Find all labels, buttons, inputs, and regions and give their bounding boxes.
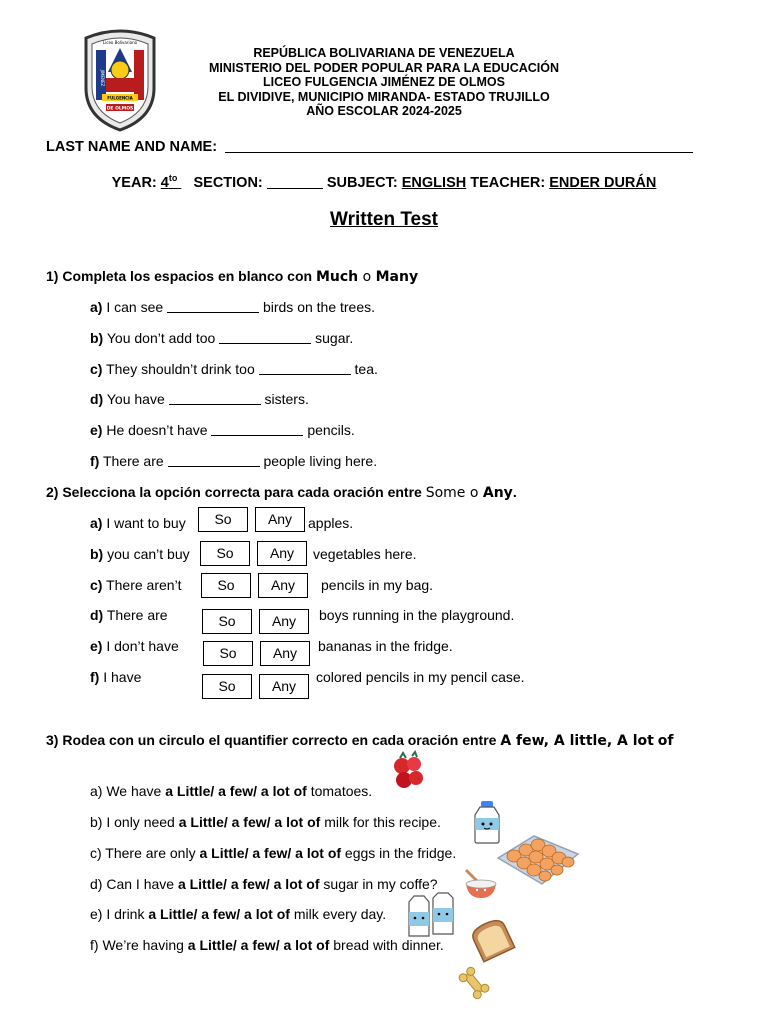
option-any-box[interactable]: Any [259,674,309,699]
option-any-box[interactable]: Any [255,507,305,532]
sugar-bowl-icon [462,866,500,902]
q3-item: c) There are only a Little/ a few/ a lot of eggs in the fridge. [90,845,457,861]
option-some-box[interactable]: So [202,609,252,634]
q2-item-text: d) There are [90,607,168,623]
q2-item-ending: bananas in the fridge. [318,638,453,654]
option-some-box[interactable]: So [201,573,251,598]
q3-item: b) I only need a Little/ a few/ a lot of milk for this recipe. [90,814,441,830]
q1-item: a) I can see birds on the trees. [90,299,376,315]
q2-item-ending: vegetables here. [313,546,417,562]
teacher-value: ENDER DURÁN [549,174,657,191]
subject-value: ENGLISH [401,174,467,191]
option-any-box[interactable]: Any [260,641,310,666]
school-crest-logo [80,28,160,132]
year-value: $4^{to}$ [160,173,178,191]
header-line: MINISTERIO DEL PODER POPULAR PARA LA EDUCACIÓN [208,60,560,75]
option-any-box[interactable]: Any [257,541,307,566]
q1-item: b) You don’t add too sugar. [90,330,354,346]
question-1-heading: 1) Completa los espacios en blanco con Much o Many [46,268,419,285]
q2-item-ending: pencils in my bag. [321,577,434,593]
svg-text:Liceo Bolivariano: Liceo Bolivariano [102,40,138,45]
option-some-box[interactable]: So [203,641,253,666]
name-blank[interactable] [225,138,693,153]
q2-item-text: a) I want to buy [90,515,186,531]
cookie-icon [458,966,490,1000]
answer-blank[interactable] [168,454,260,467]
bread-icon [470,918,516,964]
school-header [180,46,588,119]
header-line: REPÚBLICA BOLIVARIANA DE VENEZUELA [253,46,515,60]
quantifier-choices[interactable]: a Little/ a few/ a lot of [199,845,342,861]
question-3-heading: 3) Rodea con un circulo el quantifier correcto en cada oración entre A few, A little, A lot of [46,732,674,749]
q2-item-text: b) you can’t buy [90,546,190,562]
q3-item: f) We’re having a Little/ a few/ a lot of bread with dinner. [90,937,444,953]
quantifier-choices[interactable]: a Little/ a few/ a lot of [148,906,290,922]
year-label: YEAR: [111,174,157,191]
svg-text:JIMENEZ: JIMENEZ [100,69,105,87]
quantifier-choices[interactable]: a Little/ a few/ a lot of [165,783,307,799]
header-line: EL DIVIDIVE, MUNICIPIO MIRANDA- ESTADO TRUJILLO [218,89,550,104]
answer-blank[interactable] [169,392,261,405]
quantifier-choices[interactable]: a Little/ a few/ a lot of [177,876,320,892]
q1-item: d) You have sisters. [90,391,309,407]
q2-item-ending: colored pencils in my pencil case. [316,669,525,685]
q1-item: c) They shouldn’t drink too tea. [90,361,378,377]
student-info-row [0,173,768,191]
answer-blank[interactable] [167,300,259,313]
q2-item-ending: boys running in the playground. [319,607,515,623]
q2-item-text: c) There aren’t [90,577,182,593]
q3-item: d) Can I have a Little/ a few/ a lot of sugar in my coffe? [90,876,438,892]
q2-item-ending: apples. [308,515,354,531]
tomatoes-icon [390,750,426,792]
q3-item: a) We have a Little/ a few/ a lot of tomatoes. [90,783,373,799]
subject-label: SUBJECT: [326,174,398,191]
answer-blank[interactable] [219,331,311,344]
header-line: AÑO ESCOLAR 2024-2025 [306,104,462,119]
quantifier-choices[interactable]: a Little/ a few/ a lot of [178,814,321,830]
name-field-row [46,138,706,155]
answer-blank[interactable] [259,362,351,375]
option-any-box[interactable]: Any [259,609,309,634]
q3-item: e) I drink a Little/ a few/ a lot of milk every day. [90,906,387,922]
section-blank[interactable] [267,176,323,189]
header-line: LICEO FULGENCIA JIMÉNEZ DE OLMOS [263,75,505,90]
eggs-carton-icon [494,828,580,894]
quantifier-choices[interactable]: a Little/ a few/ a lot of [187,937,330,953]
q2-item-text: f) I have [90,669,142,685]
name-label: LAST NAME AND NAME: [46,139,218,155]
section-label: SECTION: [193,174,263,191]
question-2-heading: 2) Selecciona la opción correcta para cada oración entre Some o Any. [46,484,517,501]
svg-text:FULGENCIA: FULGENCIA [107,95,133,101]
q2-item-text: e) I don’t have [90,638,179,654]
option-some-box[interactable]: So [198,507,248,532]
option-some-box[interactable]: So [200,541,250,566]
q1-item: e) He doesn’t have pencils. [90,422,355,438]
page-title: Written Test [329,209,439,230]
option-any-box[interactable]: Any [258,573,308,598]
teacher-label: TEACHER: [470,174,546,191]
option-some-box[interactable]: So [202,674,252,699]
svg-text:DE OLMOS: DE OLMOS [106,106,134,112]
answer-blank[interactable] [211,423,303,436]
milk-cartons-icon [406,892,456,938]
q1-item: f) There are people living here. [90,453,378,469]
